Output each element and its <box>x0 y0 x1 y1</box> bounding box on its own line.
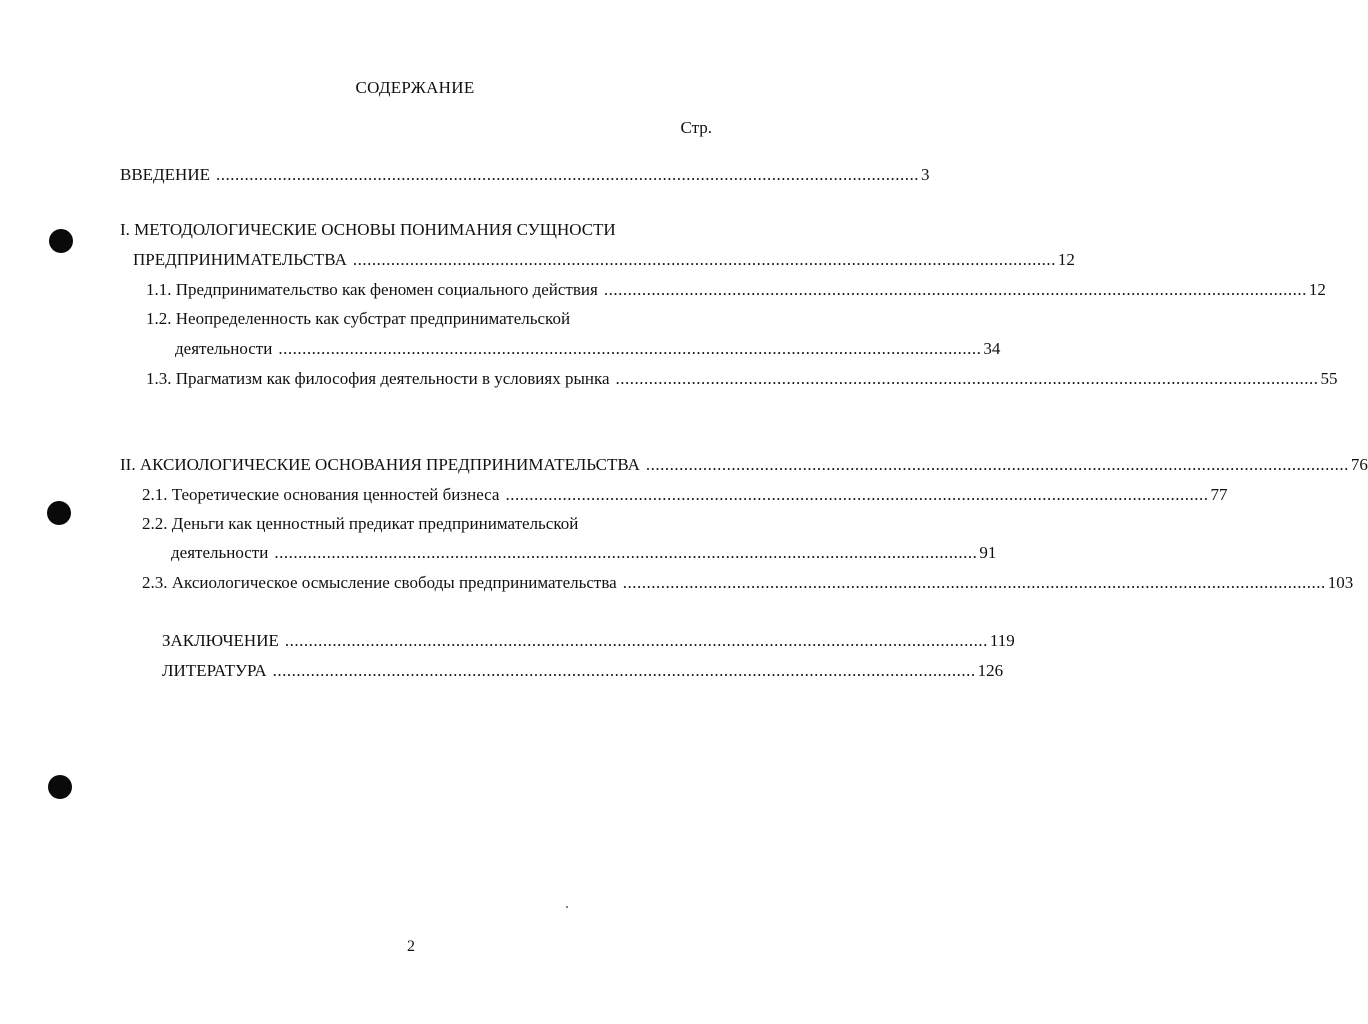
toc-entry-2-2-line1: 2.2. Деньги как ценностный предикат предпринимательской <box>142 514 579 533</box>
leader-dots: .................................................................................................................................................... <box>645 455 1349 474</box>
leader-dots: .................................................................................................................................................... <box>603 280 1307 299</box>
toc-entry-label: ЛИТЕРАТУРА <box>162 661 267 680</box>
toc-entry-label: 2.3. Аксиологическое осмысление свободы предпринимательства <box>142 573 617 592</box>
chapter1-title: I. МЕТОДОЛОГИЧЕСКИЕ ОСНОВЫ ПОНИМАНИЯ СУЩНОСТИ <box>120 220 616 239</box>
leader-dots: .................................................................................................................................................... <box>284 631 988 650</box>
toc-entry-intro <box>120 163 930 187</box>
toc-entry-2-3 <box>142 571 1354 595</box>
toc-entry-label: ВВЕДЕНИЕ <box>120 165 210 184</box>
toc-entry-1-2 <box>175 337 1001 361</box>
toc-entry-page: 77 <box>1210 485 1228 504</box>
page-title: СОДЕРЖАНИЕ <box>355 78 475 97</box>
toc-entry-page: 12 <box>1308 280 1326 299</box>
toc-entry-1-2-line1: 1.2. Неопределенность как субстрат предпринимательской <box>146 309 571 328</box>
toc-entry-label: ПРЕДПРИНИМАТЕЛЬСТВА <box>133 250 347 269</box>
scan-speck <box>566 906 568 908</box>
punch-hole-top <box>49 229 73 253</box>
leader-dots: .................................................................................................................................................... <box>622 573 1326 592</box>
leader-dots: .................................................................................................................................................... <box>352 250 1056 269</box>
toc-entry-chapter2 <box>120 453 1368 477</box>
toc-entry-label: 1.3. Прагматизм как философия деятельности в условиях рынка <box>146 369 610 388</box>
toc-entry-page: 12 <box>1057 250 1075 269</box>
toc-entry-label: 2.1. Теоретические основания ценностей бизнеса <box>142 485 500 504</box>
toc-entry-page: 103 <box>1327 573 1354 592</box>
toc-entry-conclusion <box>162 629 1015 653</box>
toc-entry-page: 91 <box>979 543 997 562</box>
toc-entry-page: 76 <box>1350 455 1368 474</box>
leader-dots: .................................................................................................................................................... <box>505 485 1209 504</box>
toc-entry-label: II. АКСИОЛОГИЧЕСКИЕ ОСНОВАНИЯ ПРЕДПРИНИМАТЕЛЬСТВА <box>120 455 640 474</box>
toc-entry-1-3 <box>146 367 1338 391</box>
toc-entry-1-1 <box>146 278 1326 302</box>
toc-entry-label: деятельности <box>171 543 269 562</box>
toc-entry-page: 119 <box>989 631 1015 650</box>
toc-entry-page: 3 <box>920 165 930 184</box>
toc-entry-2-2 <box>171 541 997 565</box>
leader-dots: .................................................................................................................................................... <box>215 165 919 184</box>
leader-dots: .................................................................................................................................................... <box>272 661 976 680</box>
toc-entry-2-1 <box>142 483 1228 507</box>
toc-entry-literature <box>162 659 1004 683</box>
punch-hole-bottom <box>48 775 72 799</box>
toc-entry-label: 1.1. Предпринимательство как феномен социального действия <box>146 280 598 299</box>
leader-dots: .................................................................................................................................................... <box>278 339 982 358</box>
toc-entry-chapter1 <box>133 248 1075 272</box>
toc-entry-page: 55 <box>1320 369 1338 388</box>
page-number: 2 <box>407 938 415 955</box>
page-column-label: Стр. <box>680 118 712 137</box>
punch-hole-middle <box>47 501 71 525</box>
toc-entry-label: деятельности <box>175 339 273 358</box>
toc-entry-label: ЗАКЛЮЧЕНИЕ <box>162 631 279 650</box>
leader-dots: .................................................................................................................................................... <box>274 543 978 562</box>
toc-entry-page: 34 <box>983 339 1001 358</box>
leader-dots: .................................................................................................................................................... <box>615 369 1319 388</box>
toc-entry-page: 126 <box>977 661 1004 680</box>
